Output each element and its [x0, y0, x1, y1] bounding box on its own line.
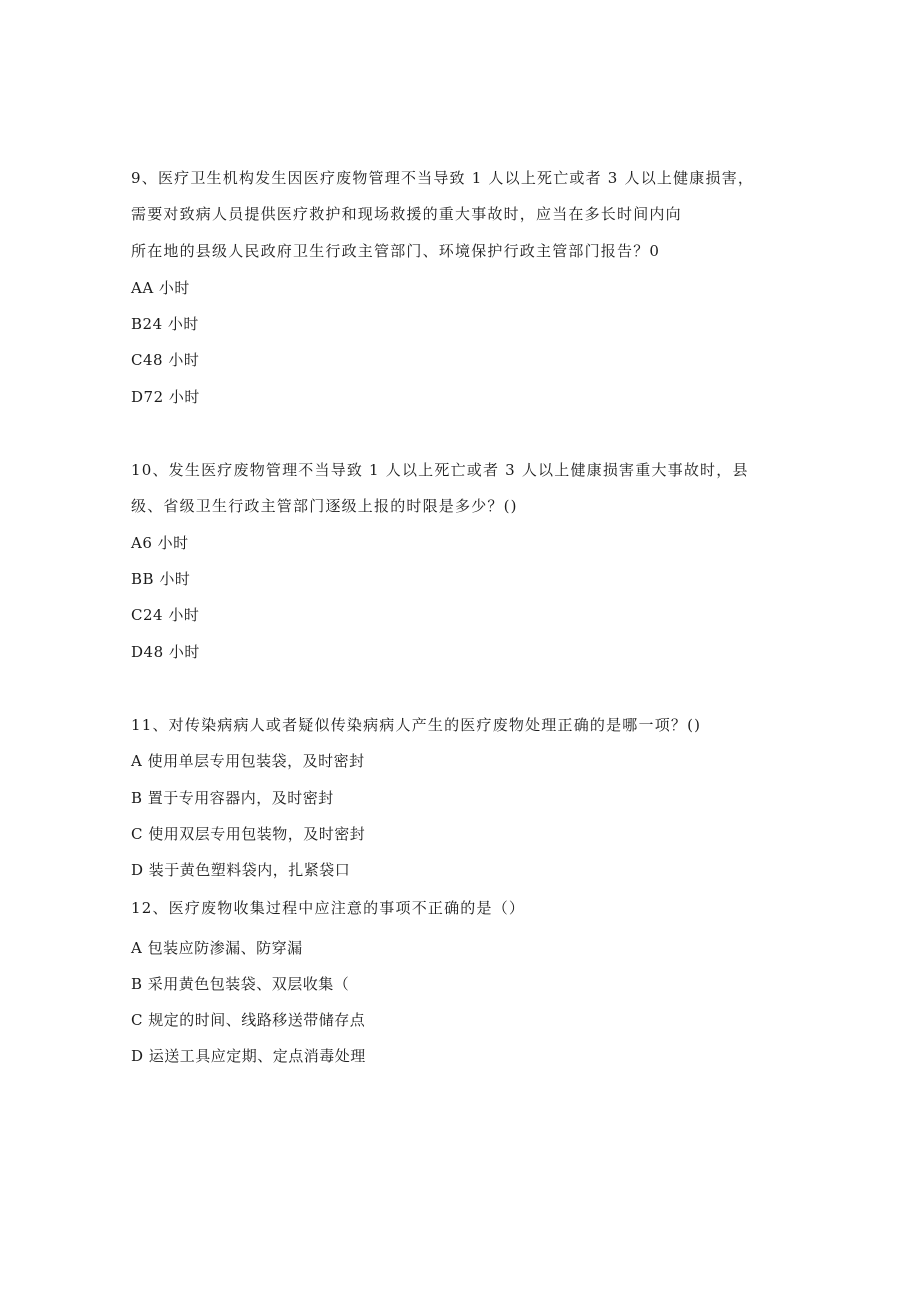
- question-11-option-d: D 装于黄色塑料袋内，扎紧袋口: [131, 861, 351, 879]
- question-11-line-1: 11、对传染病病人或者疑似传染病病人产生的医疗废物处理正确的是哪一项？(): [131, 716, 702, 734]
- question-12-line-1: 12、医疗废物收集过程中应注意的事项不正确的是（）: [131, 899, 526, 917]
- question-9-line-3: 所在地的县级人民政府卫生行政主管部门、环境保护行政主管部门报告？0: [131, 242, 661, 260]
- question-10-line-2: 级、省级卫生行政主管部门逐级上报的时限是多少？(): [131, 497, 518, 515]
- question-10-option-c: C24 小时: [131, 606, 200, 624]
- question-11-option-b: B 置于专用容器内，及时密封: [131, 789, 334, 807]
- question-9-line-1: 9、医疗卫生机构发生因医疗废物管理不当导致 1 人以上死亡或者 3 人以上健康损害，: [131, 169, 755, 187]
- question-9-option-c: C48 小时: [131, 351, 200, 369]
- question-10-line-1: 10、发生医疗废物管理不当导致 1 人以上死亡或者 3 人以上健康损害重大事故时，县: [131, 461, 749, 479]
- question-12-option-d: D 运送工具应定期、定点消毒处理: [131, 1047, 366, 1065]
- question-9-option-b: B24 小时: [131, 315, 199, 333]
- question-9-option-d: D72 小时: [131, 388, 200, 406]
- question-12-option-a: A 包装应防渗漏、防穿漏: [131, 939, 303, 957]
- question-12-option-c: C 规定的时间、线路移送带储存点: [131, 1011, 366, 1029]
- question-11-option-a: A 使用单层专用包装袋，及时密封: [131, 752, 365, 770]
- question-11-option-c: C 使用双层专用包装物，及时密封: [131, 825, 366, 843]
- question-9-option-a: AA 小时: [131, 279, 190, 297]
- question-9-line-2: 需要对致病人员提供医疗救护和现场救援的重大事故时，应当在多长时间内向: [131, 205, 682, 223]
- question-10-option-d: D48 小时: [131, 643, 200, 661]
- question-10-option-a: A6 小时: [131, 534, 189, 552]
- question-10-option-b: BB 小时: [131, 570, 191, 588]
- question-12-option-b: B 采用黄色包装袋、双层收集（: [131, 975, 350, 993]
